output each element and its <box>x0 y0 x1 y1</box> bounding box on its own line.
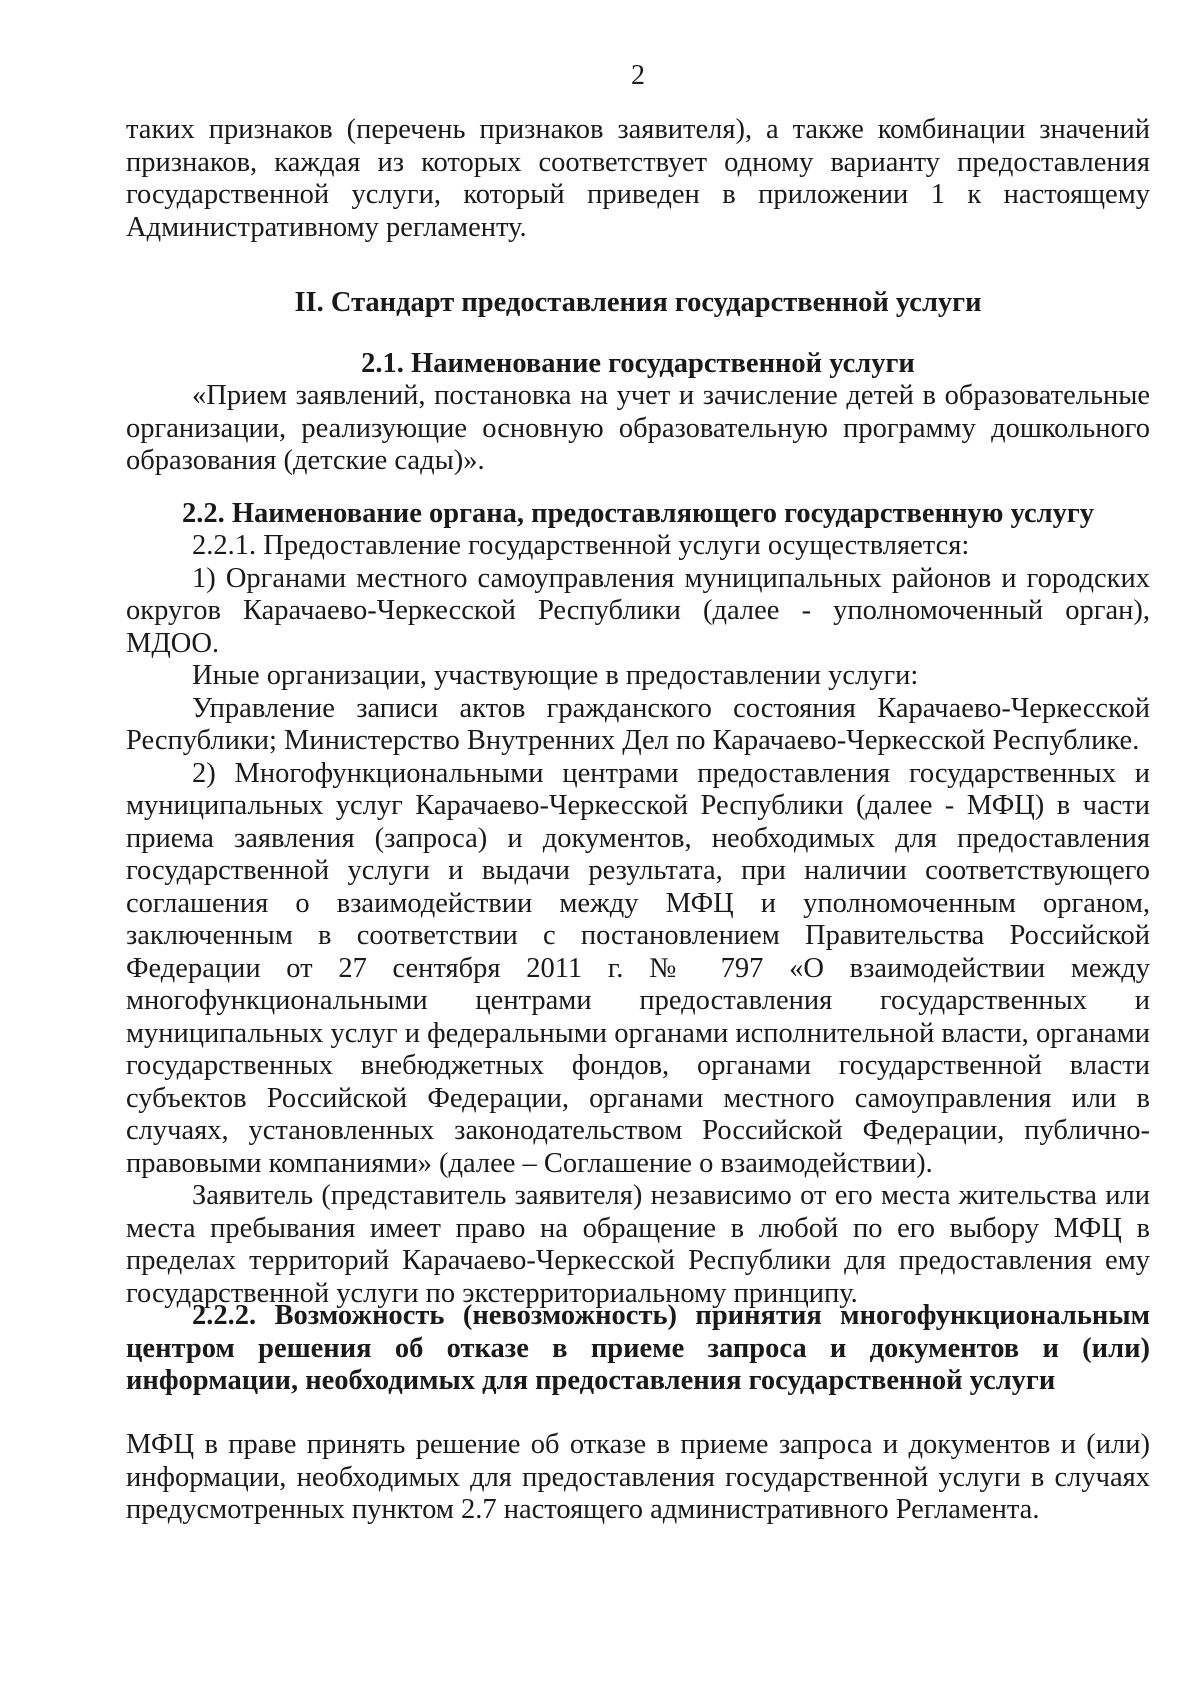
page-number: 2 <box>631 60 645 91</box>
section-2-1-text: «Прием заявлений, постановка на учет и зачисление детей в образовательные организации, реализующие основную образовательную программу дошкольного образования (детские сады)». <box>126 380 1150 476</box>
section-2-2-p1: 2.2.1. Предоставление государственной услуги осуществляется: <box>192 530 970 561</box>
section-2-2-2-body <box>126 1429 1150 1527</box>
section-2-1-heading: 2.1. Наименование государственной услуги <box>361 348 915 379</box>
section-2-2-heading: 2.2. Наименование органа, предоставляющего государственную услугу <box>181 498 1095 529</box>
intro-text: таких признаков (перечень признаков заявителя), а также комбинации значений признаков, каждая из которых соответствует одному варианту предоставления государственной услуги, который приведен в приложении 1 к настоящему Административному регламенту. <box>126 114 1150 243</box>
section-2-2-2-heading-block <box>126 1300 1150 1398</box>
intro-paragraph <box>126 114 1150 244</box>
section-2-2-p3: Иные организации, участвующие в предоставлении услуги: <box>192 660 919 691</box>
section-2-2-2-heading: 2.2.2. Возможность (невозможность) принятия многофункциональным центром решения об отказе в приеме запроса и документов и (или) информации, необходимых для предоставления государственной услуги <box>126 1300 1150 1396</box>
section-2-2-2-text: МФЦ в праве принять решение об отказе в приеме запроса и документов и (или) информации, необходимых для предоставления государственной услуги в случаях предусмотренных пунктом 2.7 настоящего административного Регламента. <box>126 1429 1150 1525</box>
section-2-2-p2: 1) Органами местного самоуправления муниципальных районов и городских округов Карачаево-Черкесской Республики (далее - уполномоченный орган), МДОО. <box>126 562 1150 659</box>
section-2-2-p5: 2) Многофункциональными центрами предоставления государственных и муниципальных услуг Карачаево-Черкесской Республики (далее - МФЦ) в части приема заявления (запроса) и документов, необходимых для предоставления государственной услуги и выдачи результата, при наличии соответствующего соглашения о взаимодействии между МФЦ и уполномоченным органом, заключенным в соответствии с постановлением Правительства Российской Федерации от 27 сентября 2011 г. № 797 «О взаимодействии между многофункциональными центрами предоставления государственных и муниципальных услуг и федеральными органами исполнительной власти, органами государственных внебюджетных фондов, органами государственной власти субъектов Российской Федерации, органами местного самоуправления или в случаях, установленных законодательством Российской Федерации, публично-правовыми компаниями» (далее – Соглашение о взаимодействии). <box>126 757 1150 1179</box>
section-2-2-p4: Управление записи актов гражданского состояния Карачаево-Черкесской Республики; Министерство Внутренних Дел по Карачаево-Черкесской Республике. <box>126 692 1150 756</box>
section-2-heading: II. Стандарт предоставления государственной услуги <box>294 287 982 318</box>
section-2-2-body <box>126 530 1150 1310</box>
section-2-1-body <box>126 380 1150 478</box>
section-2-2-p6: Заявитель (представитель заявителя) независимо от его места жительства или места пребывания имеет право на обращение в любой по его выбору МФЦ в пределах территорий Карачаево-Черкесской Республики для предоставления ему государственной услуги по экстерриториальному принципу. <box>126 1180 1150 1309</box>
